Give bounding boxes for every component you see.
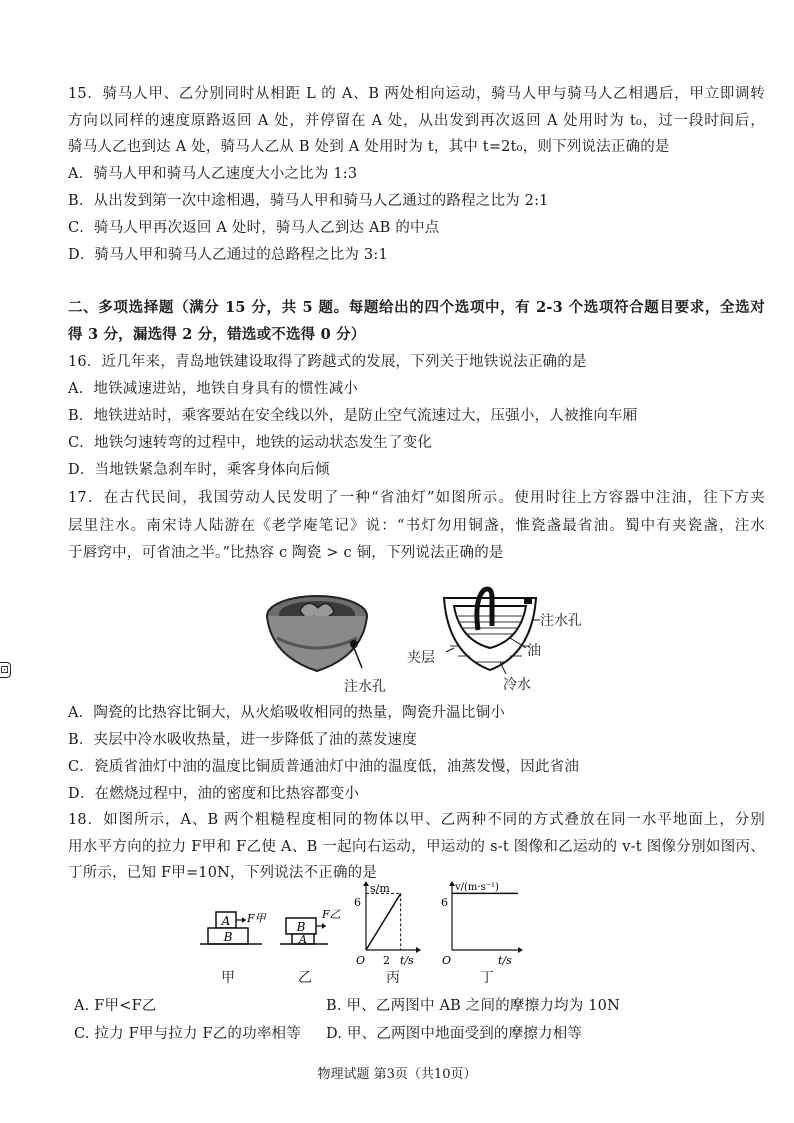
block-b-label: B xyxy=(223,930,233,944)
q17-option-b: B．夹层中冷水吸收热量，进一步降低了油的蒸发速度 xyxy=(68,732,417,748)
origin-label: O xyxy=(442,954,452,967)
q16-option-a: A．地铁减速进站，地铁自身具有的惯性减小 xyxy=(68,381,358,397)
q18-stem-line-3: 丁所示，已知 F甲=10N，下列说法不正确的是 xyxy=(68,865,378,881)
chart-bing-st xyxy=(346,878,426,968)
fig-label-water: 冷水 xyxy=(503,677,531,693)
binding-margin-marker: ⊡ xyxy=(0,663,10,676)
q15-stem-line-1: 15．骑马人甲、乙分别同时从相距 L 的 A、B 两处相向运动，骑马人甲与骑马人乙相遇后，甲立即调转 xyxy=(68,86,765,102)
fig-label-hole-right: 注水孔 xyxy=(540,613,582,629)
q17-option-d: D．在燃烧过程中，油的密度和比热容都变小 xyxy=(68,786,360,802)
caption-jia: 甲 xyxy=(221,970,235,986)
y-axis-label: s/m xyxy=(370,882,390,895)
q17-option-c: C．瓷质省油灯中油的温度比铜质普通油灯中油的温度低，油蒸发慢，因此省油 xyxy=(68,759,580,775)
q15-option-d: D．骑马人甲和骑马人乙通过的总路程之比为 3:1 xyxy=(68,247,388,263)
q15-option-c: C．骑马人甲再次返回 A 处时，骑马人乙到达 AB 的中点 xyxy=(68,220,440,236)
q17-stem-line-1: 17．在古代民间，我国劳动人民发明了一种“省油灯”如图所示。使用时往上方容器中注油，往下方夹 xyxy=(68,490,765,506)
q17-option-a: A．陶瓷的比热容比铜大，从火焰吸收相同的热量，陶瓷升温比铜小 xyxy=(68,705,505,721)
q16-option-c: C．地铁匀速转弯的过程中，地铁的运动状态发生了变化 xyxy=(68,435,433,451)
x-axis-label: t/s xyxy=(400,954,414,967)
caption-bing: 丙 xyxy=(386,970,400,986)
figure-jia-blocks xyxy=(200,910,280,960)
q15-stem-line-3: 骑马人乙也到达 A 处，骑马人乙从 B 处到 A 处用时为 t，其中 t=2t₀，则下列说法正确的是 xyxy=(68,139,670,155)
section2-heading-line-1: 二、多项选择题（满分 15 分，共 5 题。每题给出的四个选项中，有 2-3 个选项符合题目要求，全选对 xyxy=(68,299,765,316)
q18-option-a: A. F甲<F乙 xyxy=(74,998,157,1014)
block-a-label: A xyxy=(221,914,231,928)
q16-option-d: D．当地铁紧急刹车时，乘客身体向后倾 xyxy=(68,462,330,478)
q15-option-a: A．骑马人甲和骑马人乙速度大小之比为 1:3 xyxy=(68,166,358,182)
q16-stem: 16．近几年来，青岛地铁建设取得了跨越式的发展，下列关于地铁说法正确的是 xyxy=(68,354,587,370)
q16-option-b: B．地铁进站时，乘客要站在安全线以外，是防止空气流速过大，压强小，人被推向车厢 xyxy=(68,408,638,424)
q15-stem-line-2: 方向以同样的速度原路返回 A 处，并停留在 A 处，从出发到再次返回 A 处用时为 t₀，过一段时间后， xyxy=(68,113,765,129)
series-line-st xyxy=(366,893,401,950)
force-jia-label: F甲 xyxy=(247,912,266,925)
fig-label-hole-left: 注水孔 xyxy=(344,679,386,695)
oil-lamp-photo xyxy=(262,588,372,678)
section2-heading-line-2: 得 3 分，漏选得 2 分，错选或不选得 0 分） xyxy=(68,326,366,343)
cross-section-leader-lines xyxy=(440,600,550,680)
x-axis-label: t/s xyxy=(498,954,512,967)
block-b-label: B xyxy=(296,920,306,934)
q17-stem-line-3: 于唇窍中，可省油之半。”比热容 c 陶瓷 > c 铜，下列说法正确的是 xyxy=(68,545,504,561)
chart-ding-vt xyxy=(438,876,538,968)
fig-label-oil: 油 xyxy=(527,643,541,659)
block-a-label: A xyxy=(299,933,307,946)
q17-stem-line-2: 层里注水。南宋诗人陆游在《老学庵笔记》说：“书灯勿用铜盏，惟瓷盏最省油。蜀中有夹瓷盏，注水 xyxy=(68,518,765,534)
x-tick-label: 2 xyxy=(383,954,390,967)
y-tick-label: 6 xyxy=(354,896,361,909)
y-tick-label: 6 xyxy=(441,896,448,909)
q18-stem-line-1: 18．如图所示，A、B 两个粗糙程度相同的物体以甲、乙两种不同的方式叠放在同一水平地面上，分别 xyxy=(68,812,765,828)
q18-option-b: B. 甲、乙两图中 AB 之间的摩擦力均为 10N xyxy=(326,998,620,1014)
q18-option-c: C. 拉力 F甲与拉力 F乙的功率相等 xyxy=(74,1026,301,1042)
caption-ding: 丁 xyxy=(480,970,494,986)
y-axis-label: v/(m·s⁻¹) xyxy=(455,882,499,893)
page-footer: 物理试题 第3页（共10页） xyxy=(317,1067,477,1082)
origin-label: O xyxy=(356,954,366,967)
q18-stem-line-2: 用水平方向的拉力 F甲和 F乙使 A、B 一起向右运动，甲运动的 s-t 图像和乙运动的 v-t 图像分别如图丙、 xyxy=(68,839,765,855)
water-hole-dot xyxy=(350,640,358,648)
q18-option-d: D. 甲、乙两图中地面受到的摩擦力相等 xyxy=(326,1026,583,1042)
q15-option-b: B．从出发到第一次中途相遇，骑马人甲和骑马人乙通过的路程之比为 2:1 xyxy=(68,193,549,209)
force-yi-label: F乙 xyxy=(322,908,341,921)
caption-yi: 乙 xyxy=(298,970,312,986)
fig-label-layer: 夹层 xyxy=(407,650,435,666)
